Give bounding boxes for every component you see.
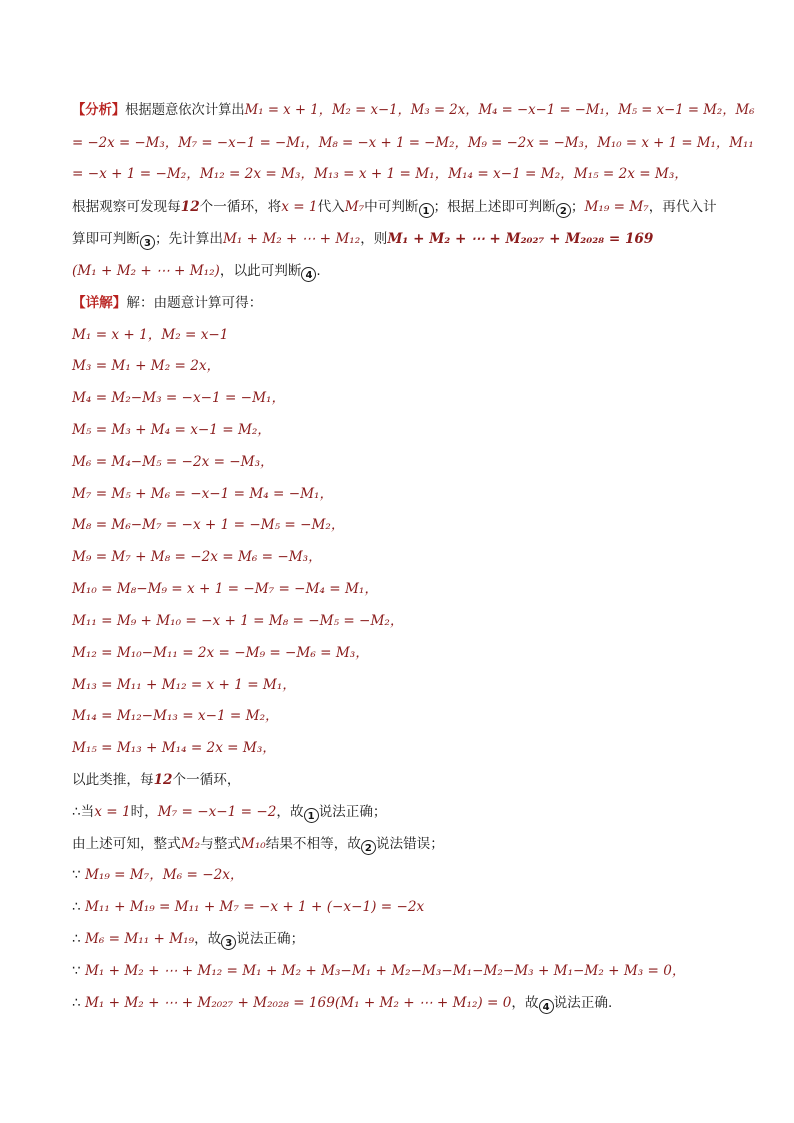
equation-line <box>72 580 732 598</box>
equation-line <box>72 421 732 439</box>
equation-line <box>72 326 732 344</box>
circled-number-3: 3 <box>221 935 236 950</box>
analysis-text: 根据观察可发现每 <box>72 199 181 215</box>
circled-number-1: 1 <box>304 808 319 823</box>
equation-line <box>72 707 732 725</box>
circled-number-4: 4 <box>539 999 554 1014</box>
equation-text: M₅ = M₃ + M₄ = x−1 = M₂， <box>72 422 271 438</box>
analysis-text: 中可判断 <box>364 199 419 215</box>
conclusion-line-7 <box>72 994 732 1014</box>
detail-text: ，故 <box>511 995 539 1011</box>
detail-text: 说法错误； <box>375 836 444 852</box>
equation-line <box>72 612 732 630</box>
analysis-math-3: = −x + 1 = −M₂，M₁₂ = 2x = M₃，M₁₃ = x + 1 = M₁，M₁₄ = x−1 = M₂，M₁₅ = 2x = M₃， <box>72 166 688 182</box>
equation-line <box>72 548 732 566</box>
analysis-line-3 <box>72 165 732 183</box>
detail-math: M₁₉ = M₇，M₆ = −2x， <box>84 867 244 883</box>
analysis-text: ； <box>570 199 585 215</box>
analysis-number: 12 <box>180 199 200 215</box>
analysis-tag: 【分析】 <box>72 102 126 118</box>
equation-text: M₁₀ = M₈−M₉ = x + 1 = −M₇ = −M₄ = M₁， <box>72 581 378 597</box>
equation-line <box>72 676 732 694</box>
detail-text: 以此类推，每 <box>72 772 154 788</box>
equation-line <box>72 516 732 534</box>
detail-math: M₆ = M₁₁ + M₁₉ <box>84 931 195 947</box>
because-symbol: ∵ <box>72 963 81 979</box>
analysis-math: M₁ + M₂ + ⋯ + M₁₂ <box>222 231 361 247</box>
analysis-text: ，则 <box>360 231 388 247</box>
therefore-symbol: ∴ <box>72 931 81 947</box>
analysis-line-2 <box>72 134 754 152</box>
detail-text: 个一循环， <box>172 772 241 788</box>
detail-math: M₁₁ + M₁₉ = M₁₁ + M₇ = −x + 1 + (−x−1) = −2x <box>84 899 425 915</box>
conclusion-line-5 <box>72 930 732 950</box>
equation-line <box>72 644 732 662</box>
analysis-text: ，以此可判断 <box>219 263 302 279</box>
therefore-symbol: ∴ <box>72 899 81 915</box>
analysis-text: 代入 <box>317 199 345 215</box>
analysis-text: 算即可判断 <box>72 231 140 247</box>
equation-text: M₈ = M₆−M₇ = −x + 1 = −M₅ = −M₂， <box>72 517 345 533</box>
analysis-math-2: = −2x = −M₃，M₇ = −x−1 = −M₁，M₈ = −x + 1 = −M₂，M₉ = −2x = −M₃，M₁₀ = x + 1 = M₁，M₁₁ <box>72 135 754 151</box>
analysis-math: M₁ + M₂ + ⋯ + M₂₀₂₇ + M₂₀₂₈ = 169 <box>387 231 654 247</box>
detail-text: 由上述可知，整式 <box>72 836 181 852</box>
detail-math: M₂ <box>180 836 201 852</box>
analysis-text: ；先计算出 <box>154 231 223 247</box>
detail-tag: 【详解】 <box>72 295 127 311</box>
analysis-text: 个一循环，将 <box>199 199 282 215</box>
detail-text: 说法正确； <box>318 804 387 820</box>
equation-text: M₇ = M₅ + M₆ = −x−1 = M₄ = −M₁， <box>72 486 334 502</box>
therefore-symbol: ∴ <box>72 995 81 1011</box>
detail-text: ，故 <box>276 804 304 820</box>
detail-text: 说法正确. <box>553 995 613 1011</box>
equation-line <box>72 453 732 471</box>
analysis-text: ；根据上述即可判断 <box>433 199 556 215</box>
equation-text: M₁₅ = M₁₃ + M₁₄ = 2x = M₃， <box>72 740 276 756</box>
conclusion-line-6 <box>72 962 732 980</box>
equation-text: M₁₄ = M₁₂−M₁₃ = x−1 = M₂， <box>72 708 279 724</box>
analysis-math: M₇ <box>344 199 365 215</box>
analysis-text: 根据题意依次计算出 <box>125 102 245 118</box>
equation-text: M₁₃ = M₁₁ + M₁₂ = x + 1 = M₁， <box>72 677 296 693</box>
circled-number-2: 2 <box>361 840 376 855</box>
circled-number-3: 3 <box>140 235 155 250</box>
analysis-text: . <box>316 263 321 279</box>
detail-text: 与整式 <box>200 836 241 852</box>
detail-intro: 解：由题意计算可得： <box>126 295 263 311</box>
conclusion-line-1 <box>72 803 732 823</box>
conclusion-line-4 <box>72 898 732 916</box>
circled-number-2: 2 <box>556 203 571 218</box>
circled-number-1: 1 <box>419 203 434 218</box>
detail-text: 说法正确； <box>236 931 305 947</box>
detail-heading <box>72 294 732 312</box>
equation-line <box>72 485 732 503</box>
cycle-line <box>72 771 732 789</box>
detail-number: 12 <box>153 772 173 788</box>
equation-text: M₁ = x + 1，M₂ = x−1 <box>72 327 229 343</box>
equation-text: M₃ = M₁ + M₂ = 2x， <box>72 358 221 374</box>
detail-text: ，故 <box>194 931 222 947</box>
detail-math: M₁ + M₂ + ⋯ + M₁₂ = M₁ + M₂ + M₃−M₁ + M₂−M₃−M₁−M₂−M₃ + M₁−M₂ + M₃ = 0， <box>84 963 686 979</box>
equation-text: M₄ = M₂−M₃ = −x−1 = −M₁， <box>72 390 286 406</box>
conclusion-line-3 <box>72 866 732 884</box>
analysis-text: ，再代入计 <box>648 199 717 215</box>
detail-math: x = 1 <box>94 804 131 820</box>
detail-text: ∴当 <box>72 804 95 820</box>
analysis-line-6 <box>72 262 732 282</box>
equation-line <box>72 357 732 375</box>
circled-number-4: 4 <box>301 267 316 282</box>
equation-text: M₉ = M₇ + M₈ = −2x = M₆ = −M₃， <box>72 549 322 565</box>
equation-text: M₆ = M₄−M₅ = −2x = −M₃， <box>72 454 274 470</box>
analysis-math: (M₁ + M₂ + ⋯ + M₁₂) <box>72 263 220 279</box>
analysis-line-5 <box>72 230 732 250</box>
detail-math: M₇ = −x−1 = −2 <box>157 804 277 820</box>
equation-text: M₁₂ = M₁₀−M₁₁ = 2x = −M₉ = −M₆ = M₃， <box>72 645 369 661</box>
analysis-line-4 <box>72 198 732 218</box>
equation-line <box>72 389 732 407</box>
detail-text: 结果不相等，故 <box>265 836 361 852</box>
conclusion-line-2 <box>72 835 732 855</box>
analysis-math: M₁₉ = M₇ <box>584 199 649 215</box>
because-symbol: ∵ <box>72 867 81 883</box>
detail-text: 时， <box>130 804 158 820</box>
analysis-line-1 <box>72 101 755 119</box>
equation-text: M₁₁ = M₉ + M₁₀ = −x + 1 = M₈ = −M₅ = −M₂， <box>72 613 404 629</box>
detail-math: M₁ + M₂ + ⋯ + M₂₀₂₇ + M₂₀₂₈ = 169(M₁ + M₂ + ⋯ + M₁₂) = 0 <box>84 995 512 1011</box>
detail-math: M₁₀ <box>240 836 266 852</box>
analysis-math: x = 1 <box>281 199 318 215</box>
analysis-math-1: M₁ = x + 1，M₂ = x−1，M₃ = 2x，M₄ = −x−1 = −M₁，M₅ = x−1 = M₂，M₆ <box>244 102 755 118</box>
equation-line <box>72 739 732 757</box>
